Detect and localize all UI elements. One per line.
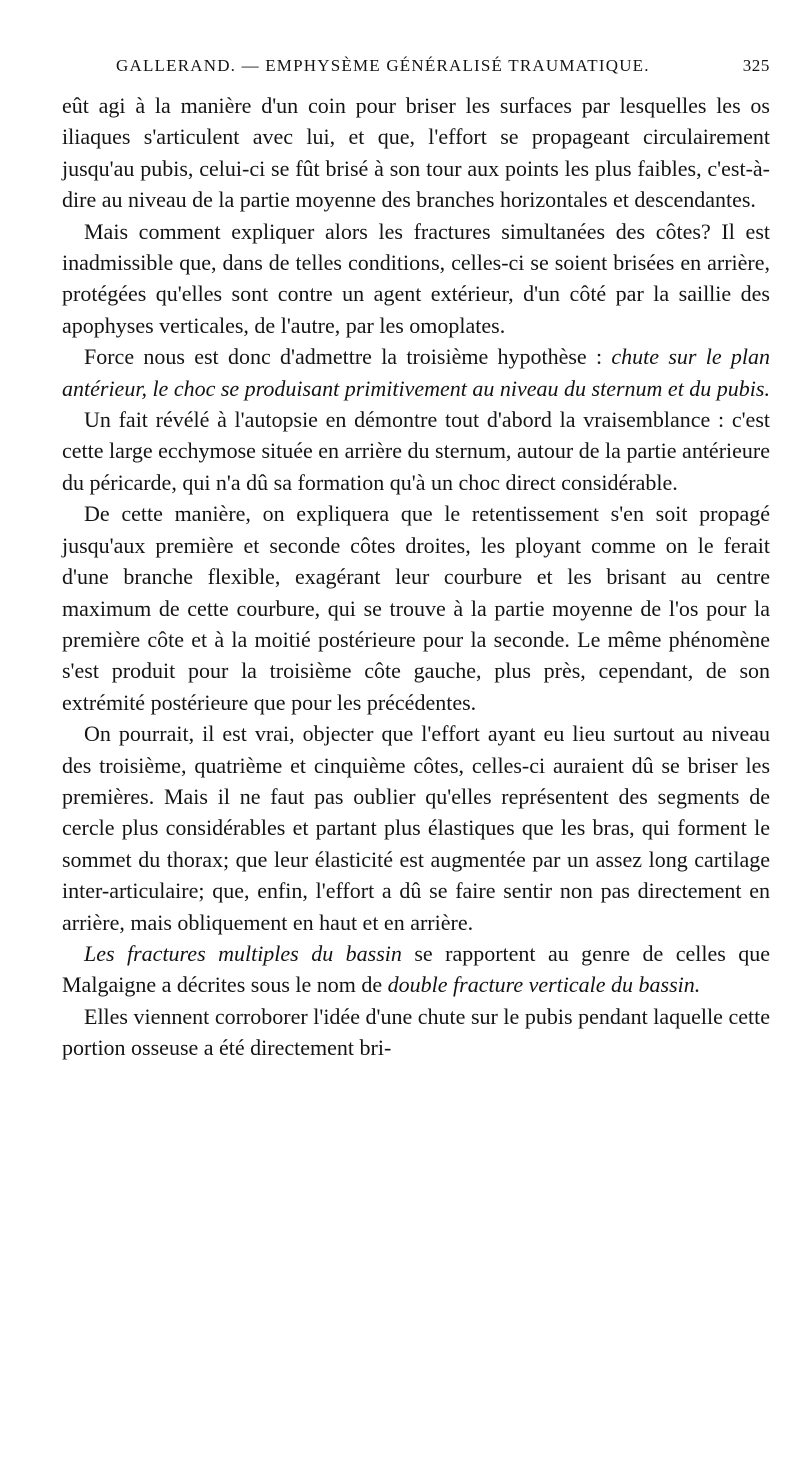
body-text	[62, 90, 770, 1064]
book-page	[62, 56, 770, 1064]
paragraph: On pourrait, il est vrai, objecter que l'effort ayant eu lieu surtout au niveau des troisième, quatrième et cinquième côtes, celles-ci auraient dû se briser les premières. Mais il ne faut pas oublier qu'elles représentent des segments de cercle plus considérables et partant plus élastiques que les bras, qui forment le sommet du thorax; que leur élasticité est augmentée par un assez long cartilage inter-articulaire; que, enfin, l'effort a dû se faire sentir non pas directement en arrière, mais obliquement en haut et en arrière.	[62, 721, 770, 935]
paragraph-text: Force nous est donc d'admettre la troisième hypothèse :	[84, 344, 612, 370]
running-title: GALLERAND. — EMPHYSÈME GÉNÉRALISÉ TRAUMATIQUE.	[116, 56, 650, 75]
paragraph: Mais comment expliquer alors les fractures simultanées des côtes? Il est inadmissible que, dans de telles conditions, celles-ci se soient brisées en arrière, protégées qu'elles sont contre un agent extérieur, d'un côté par la saillie des apophyses verticales, de l'autre, par les omoplates.	[62, 218, 770, 338]
italic-hypothesis: chute sur le plan antérieur, le choc se produisant primitivement au niveau du sternum et du pubis.	[62, 344, 770, 401]
paragraph	[62, 938, 770, 1001]
italic-term: double fracture verticale du bassin.	[387, 972, 701, 998]
paragraph: Un fait révélé à l'autopsie en démontre tout d'abord la vraisemblance : c'est cette large ecchymose située en arrière du sternum, autour de la partie antérieure du péricarde, qui n'a dû sa formation qu'à un choc direct considérable.	[62, 407, 770, 495]
paragraph	[62, 341, 770, 404]
paragraph-text: se rapportent au genre de celles que Malgaigne a décrites sous le nom de	[62, 940, 770, 998]
running-header	[62, 56, 770, 90]
italic-heading: Les fractures multiples du bassin	[84, 940, 402, 966]
paragraph: eût agi à la manière d'un coin pour briser les surfaces par lesquelles les os iliaques s'articulent avec lui, et que, l'effort se propageant circulairement jusqu'au pubis, celui-ci se fût brisé à son tour aux points les plus faibles, c'est-à-dire au niveau de la partie moyenne des branches horizontales et descendantes.	[62, 93, 770, 213]
paragraph: De cette manière, on expliquera que le retentissement s'en soit propagé jusqu'aux première et seconde côtes droites, les ployant comme on le ferait d'une branche flexible, exagérant leur courbure et les brisant au centre maximum de cette courbure, qui se trouve à la partie moyenne de l'os pour la première côte et à la moitié postérieure pour la seconde. Le même phénomène s'est produit pour la troisième côte gauche, plus près, cependant, de son extrémité postérieure que pour les précédentes.	[62, 501, 770, 715]
page-number: 325	[742, 56, 770, 75]
paragraph: Elles viennent corroborer l'idée d'une chute sur le pubis pendant laquelle cette portion osseuse a été directement bri-	[62, 1003, 770, 1061]
